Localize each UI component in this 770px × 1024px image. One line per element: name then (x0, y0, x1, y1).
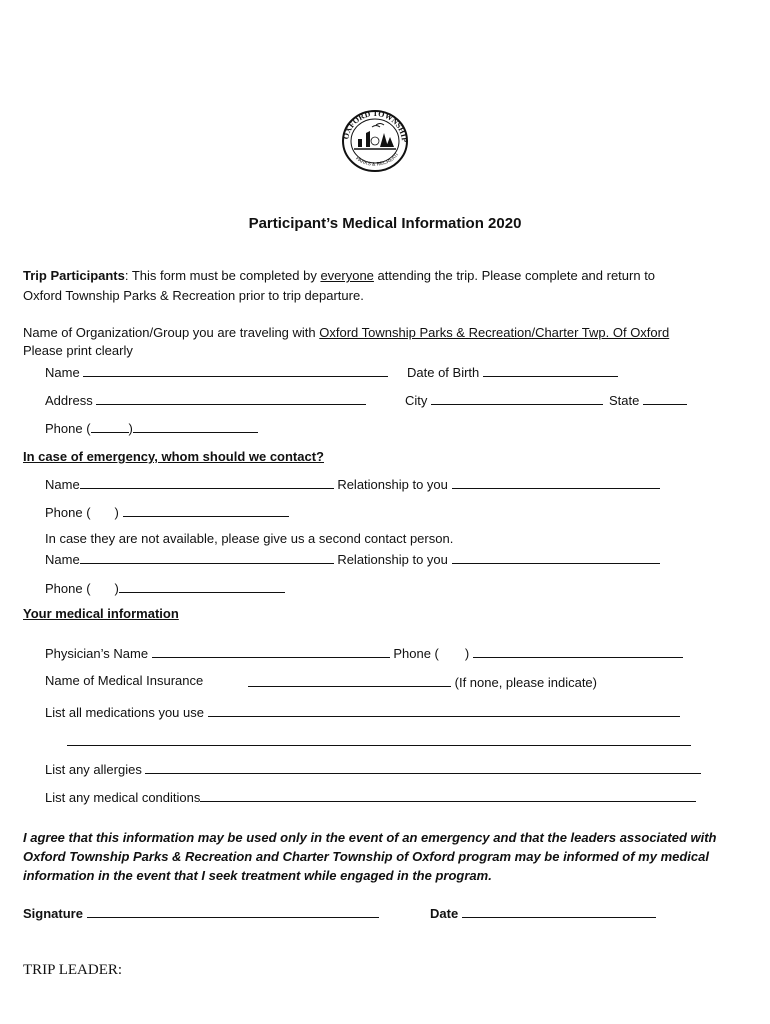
oxford-township-seal-icon (336, 103, 414, 175)
second-name-label: Name (45, 552, 80, 567)
phone-number-field[interactable] (133, 419, 258, 433)
medications-row-2 (67, 732, 691, 750)
dob-row (407, 363, 618, 381)
emergency-name-row (45, 475, 660, 493)
insurance-label: Name of Medical Insurance (45, 673, 204, 688)
date-field[interactable] (462, 904, 656, 918)
date-label: Date (430, 906, 459, 921)
city-row (405, 391, 603, 409)
emergency-relationship-field[interactable] (452, 475, 660, 489)
emergency-heading: In case of emergency, whom should we contact? (23, 449, 324, 464)
physician-phone-close: ) (464, 646, 470, 661)
name-field[interactable] (83, 363, 388, 377)
second-relationship-field[interactable] (452, 550, 660, 564)
dob-field[interactable] (483, 363, 618, 377)
address-label: Address (45, 393, 93, 408)
insurance-row (248, 673, 597, 691)
second-contact-note: In case they are not available, please give us a second contact person. (45, 531, 454, 546)
city-label: City (405, 393, 428, 408)
conditions-label: List any medical conditions (45, 790, 201, 805)
phone-open: Phone ( (45, 421, 91, 436)
township-logo (336, 103, 414, 175)
state-label: State (609, 393, 640, 408)
medications-row (45, 703, 680, 721)
medications-label: List all medications you use (45, 705, 204, 720)
conditions-row (45, 788, 696, 806)
phone-close: ) (128, 421, 133, 436)
signature-field[interactable] (87, 904, 379, 918)
physician-phone-field[interactable] (473, 644, 683, 658)
second-phone-open: Phone ( (45, 581, 91, 596)
second-name-row (45, 550, 660, 568)
emergency-name-field[interactable] (80, 475, 334, 489)
second-phone-field[interactable] (119, 579, 285, 593)
date-row (430, 904, 656, 922)
allergies-label: List any allergies (45, 762, 142, 777)
state-row (609, 391, 687, 409)
trip-leader-label: TRIP LEADER: (23, 962, 123, 978)
emergency-phone-row (45, 503, 289, 521)
state-field[interactable] (643, 391, 687, 405)
organization-value: Oxford Township Parks & Recreation/Charter Twp. Of Oxford (319, 325, 670, 340)
intro-line-1 (23, 268, 655, 284)
allergies-row (45, 760, 701, 778)
intro-lead: Trip Participants (23, 268, 125, 283)
emergency-phone-open: Phone ( (45, 505, 91, 520)
emergency-relationship-label: Relationship to you (337, 477, 448, 492)
insurance-field[interactable] (248, 673, 451, 687)
svg-text:OXFORD TOWNSHIP: OXFORD TOWNSHIP (341, 108, 410, 143)
second-relationship-label: Relationship to you (337, 552, 448, 567)
address-row (45, 391, 366, 409)
physician-row (45, 644, 683, 662)
name-row (45, 363, 388, 381)
intro-everyone: everyone (320, 268, 374, 283)
organization-label: Name of Organization/Group you are traveling with (23, 325, 320, 340)
physician-phone-open: Phone ( (393, 646, 439, 661)
allergies-field[interactable] (145, 760, 701, 774)
agreement-text: I agree that this information may be used only in the event of an emergency and that the leaders associated with Oxford Township Parks & Recreation and Charter Township of Oxford program may be informed of my medical information in the event that I seek treatment while engaged in the program. (23, 830, 717, 883)
second-name-field[interactable] (80, 550, 334, 564)
intro-line-2: Oxford Township Parks & Recreation prior to trip departure. (23, 288, 364, 303)
medications-field[interactable] (208, 703, 680, 717)
svg-text:PARKS & RECREATION: PARKS & RECREATI (354, 152, 400, 168)
form-title: Participant’s Medical Information 2020 (248, 215, 522, 232)
emergency-phone-field[interactable] (123, 503, 289, 517)
medications-field-2[interactable] (67, 732, 691, 746)
city-field[interactable] (431, 391, 603, 405)
second-phone-close: ) (114, 581, 119, 596)
medical-heading: Your medical information (23, 606, 179, 621)
conditions-field[interactable] (200, 788, 696, 802)
insurance-note: (If none, please indicate) (454, 675, 597, 690)
print-note: Please print clearly (23, 343, 133, 358)
phone-area-field[interactable] (91, 419, 129, 433)
phone-row (45, 419, 258, 437)
emergency-name-label: Name (45, 477, 80, 492)
physician-field[interactable] (152, 644, 390, 658)
second-phone-row (45, 579, 285, 597)
intro-text-2: attending the trip. Please complete and return to (373, 268, 656, 283)
signature-row (23, 904, 379, 922)
intro-text-1: : This form must be completed by (124, 268, 321, 283)
physician-label: Physician’s Name (45, 646, 149, 661)
organization-line (23, 325, 669, 341)
address-field[interactable] (96, 391, 366, 405)
signature-label: Signature (23, 906, 83, 921)
emergency-phone-close: ) (114, 505, 119, 520)
name-label: Name (45, 365, 80, 380)
dob-label: Date of Birth (407, 365, 480, 380)
